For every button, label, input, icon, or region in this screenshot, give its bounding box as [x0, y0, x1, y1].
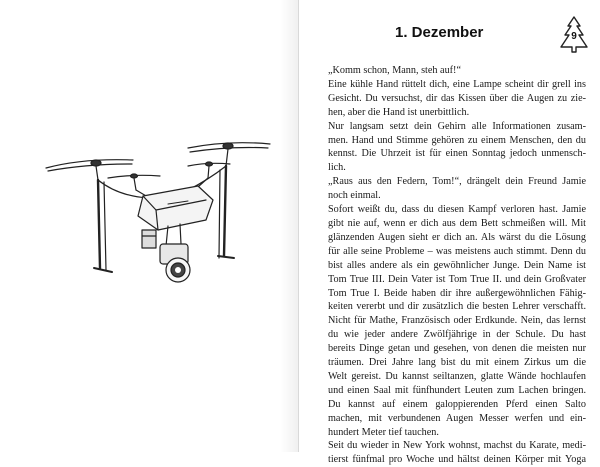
text-line: lich.: [328, 162, 346, 174]
text-line: Nicht für Mathe, Französisch oder Erdkunde. Nein, das lernst: [328, 315, 586, 327]
text-line: bereits Dinge getan und gesehen, von denen die meisten nur: [328, 343, 586, 355]
text-line: hen, aber die Hand ist unerbittlich.: [328, 106, 470, 118]
text-line: machen, mit verbundenen Augen Messer werfen und ein-: [328, 412, 586, 424]
text-line: gibt nie auf, wenn er dich aus dem Bett schmeißen will. Mit: [328, 217, 586, 229]
text-line: Du kannst auf einem galoppierenden Pferd einen Salto: [328, 398, 586, 410]
text-line: du wie jeder andere Zwölfjährige in der Schule. Du hast: [328, 329, 586, 341]
text-line: Seit du wieder in New York wohnst, machst du Karate, medi-: [328, 440, 586, 452]
drone-illustration: [38, 118, 278, 308]
text-line: hundert Meter tief tauchen.: [328, 426, 439, 438]
text-line: Gesicht. Du versuchst, dir das Kissen über die Augen zu zie-: [328, 92, 586, 104]
text-line: „Raus aus den Federn, Tom!“, drängelt dein Freund Jamie: [328, 176, 586, 188]
text-line: Tom True III. Dein Vater ist Tom True II. und dein Großvater: [328, 273, 586, 285]
text-line: glänzenden Augen sieht er dich an. Als wärst du die Lösung: [328, 231, 586, 243]
text-line: Sofort weißt du, dass du diesen Kampf verloren hast. Jamie: [328, 204, 586, 216]
text-line: „Komm schon, Mann, steh auf!“: [328, 65, 461, 76]
chapter-text: [328, 64, 586, 467]
text-line: Eine kühle Hand rüttelt dich, eine Lampe scheint dir grell ins: [328, 78, 586, 90]
text-line: Nur langsam setzt dein Gehirn alle Informationen zusam-: [328, 120, 586, 132]
text-line: für alle seine Probleme – was meistens auch stimmt. Denn du: [328, 245, 586, 257]
text-line: Welt gereist. Du kannst seiltanzen, glatte Wände hochlaufen: [328, 370, 586, 382]
text-line: träumen. Drei Jahre lang bist du mit einem Zirkus um die: [328, 357, 586, 369]
text-line: kennst. Die Uhrzeit ist für einen Sonntag jedoch unmensch-: [328, 148, 586, 160]
left-page: [0, 0, 299, 452]
text-line: keiten vererbt und dir zusätzlich die besten Lehrer verschafft.: [328, 301, 586, 313]
page-number: 9: [571, 31, 577, 42]
text-line: tierst fünfmal pro Woche und hältst deinen Körper mit Yoga: [328, 454, 586, 466]
text-line: men. Hand und Stimme gehören zu einem Menschen, den du: [328, 134, 586, 146]
text-line: Tom True I. Beide haben dir ihre außergewöhnlichen Fähig-: [328, 287, 586, 299]
text-line: noch einmal.: [328, 190, 381, 202]
text-line: und einen Saal mit fünfhundert Leuten zum Lachen bringen.: [328, 384, 586, 396]
gutter-shadow: [280, 0, 298, 452]
chapter-title: 1. Dezember: [395, 24, 484, 41]
text-line: bist alles andere als ein gewöhnlicher Junge. Dein Name ist: [328, 259, 586, 271]
